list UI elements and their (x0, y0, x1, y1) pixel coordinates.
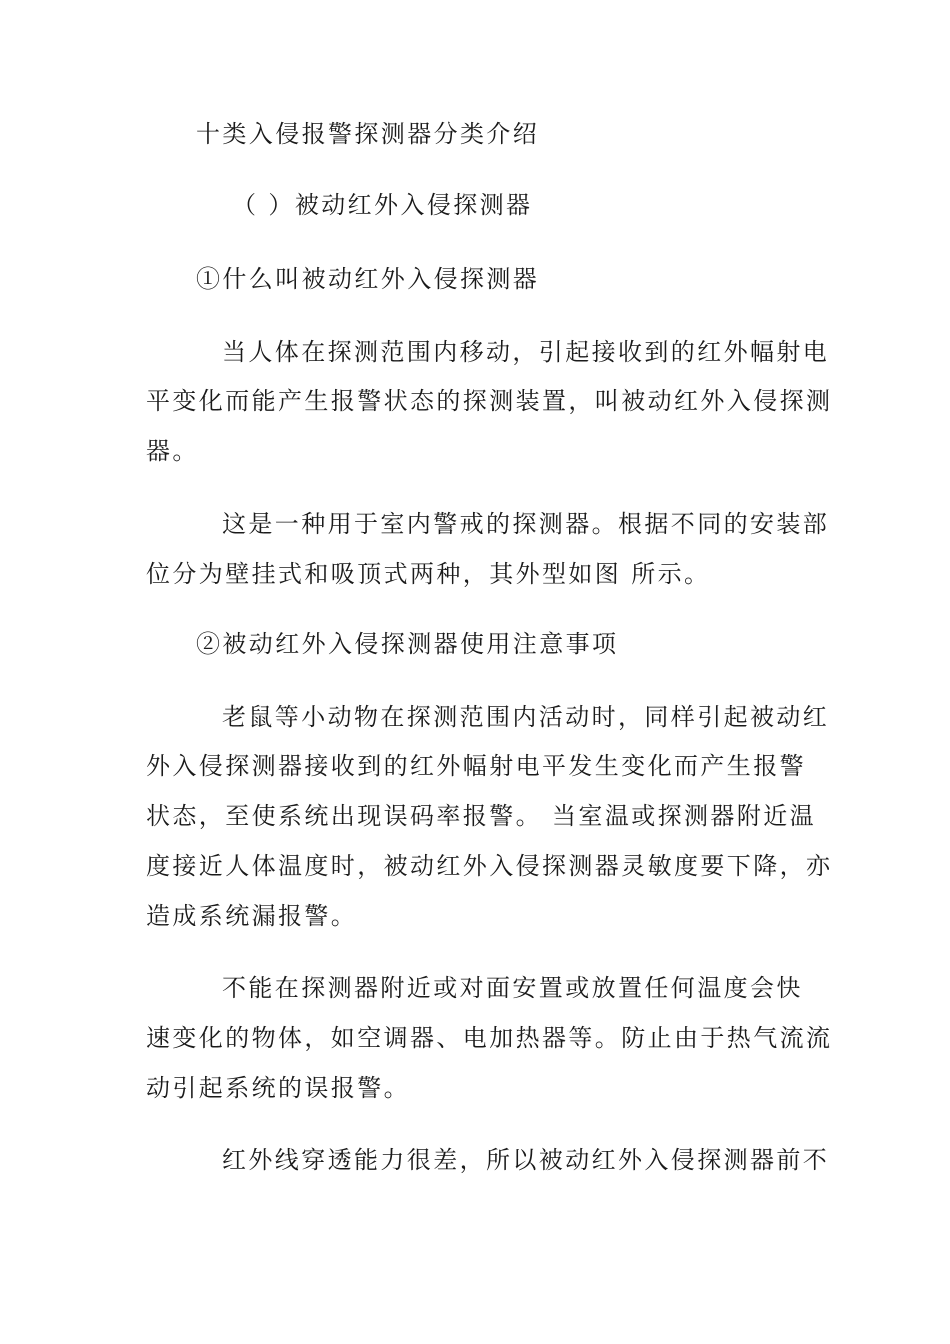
paragraph-1-line-1: 当人体在探测范围内移动，引起接收到的红外幅射电 (222, 338, 830, 366)
paragraph-4-line-3: 动引起系统的误报警。 (146, 1074, 410, 1102)
paragraph-3-line-4: 度接近人体温度时，被动红外入侵探测器灵敏度要下降，亦 (146, 852, 833, 880)
paragraph-2-line-2: 位分为壁挂式和吸顶式两种，其外型如图 所示。 (146, 560, 711, 588)
paragraph-3-line-3: 状态，至使系统出现误码率报警。 当室温或探测器附近温 (146, 802, 817, 830)
section-heading-passive-infrared: （ ）被动红外入侵探测器 (232, 191, 533, 219)
paragraph-5-line-1: 红外线穿透能力很差，所以被动红外入侵探测器前不 (222, 1146, 830, 1174)
subheading-precautions: ②被动红外入侵探测器使用注意事项 (196, 630, 619, 658)
paragraph-1-line-2: 平变化而能产生报警状态的探测装置，叫被动红外入侵探测 (146, 387, 833, 415)
paragraph-4-line-1: 不能在探测器附近或对面安置或放置任何温度会快 (222, 974, 803, 1002)
document-title: 十类入侵报警探测器分类介绍 (196, 120, 540, 148)
subheading-definition: ①什么叫被动红外入侵探测器 (196, 265, 540, 293)
paragraph-3-line-1: 老鼠等小动物在探测范围内活动时，同样引起被动红 (222, 703, 830, 731)
paragraph-1-line-3: 器。 (146, 437, 199, 465)
paragraph-2-line-1: 这是一种用于室内警戒的探测器。根据不同的安装部 (222, 510, 830, 538)
paragraph-3-line-2: 外入侵探测器接收到的红外幅射电平发生变化而产生报警 (146, 752, 806, 780)
paragraph-3-line-5: 造成系统漏报警。 (146, 902, 358, 930)
paragraph-4-line-2: 速变化的物体，如空调器、电加热器等。防止由于热气流流 (146, 1024, 833, 1052)
